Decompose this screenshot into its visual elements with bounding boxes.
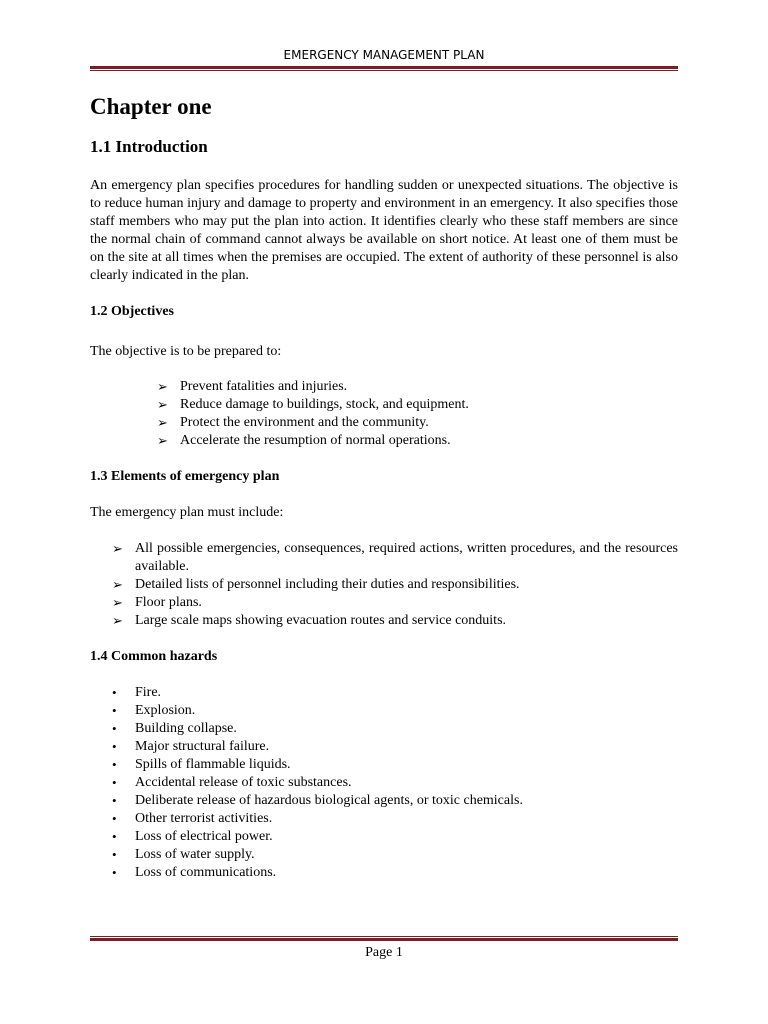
bullet-icon: • xyxy=(112,865,117,880)
list-item: • Deliberate release of hazardous biological agents, or toxic chemicals. xyxy=(112,793,523,808)
arrow-bullet-icon: ➢ xyxy=(157,379,168,394)
section-heading-objectives: 1.2 Objectives xyxy=(90,304,174,319)
list-item: ➢ Floor plans. xyxy=(112,595,202,610)
page-content xyxy=(90,92,678,882)
hazards-list xyxy=(90,684,678,882)
list-item: • Accidental release of toxic substances. xyxy=(112,775,352,790)
list-item: • Loss of electrical power. xyxy=(112,829,273,844)
bullet-icon: • xyxy=(112,703,117,718)
bullet-icon: • xyxy=(112,721,117,736)
list-item: ➢ All possible emergencies, consequences, required actions, written procedures, and the resources available. xyxy=(112,541,678,574)
elements-list xyxy=(90,540,678,630)
list-item: • Other terrorist activities. xyxy=(112,811,273,826)
list-item: • Fire. xyxy=(112,685,162,700)
list-item: ➢ Protect the environment and the community. xyxy=(157,415,429,430)
section-heading-introduction: 1.1 Introduction xyxy=(90,137,208,156)
footer-rule xyxy=(90,936,678,941)
chapter-title: Chapter one xyxy=(90,94,212,119)
arrow-bullet-icon: ➢ xyxy=(157,397,168,412)
bullet-icon: • xyxy=(112,757,117,772)
arrow-bullet-icon: ➢ xyxy=(112,541,123,556)
list-item: • Major structural failure. xyxy=(112,739,270,754)
list-item: • Loss of communications. xyxy=(112,865,277,880)
arrow-bullet-icon: ➢ xyxy=(112,577,123,592)
bullet-icon: • xyxy=(112,829,117,844)
bullet-icon: • xyxy=(112,685,117,700)
list-item: ➢ Detailed lists of personnel including their duties and responsibilities. xyxy=(112,577,520,592)
objectives-list xyxy=(90,378,678,450)
header-title: EMERGENCY MANAGEMENT PLAN xyxy=(283,48,485,62)
arrow-bullet-icon: ➢ xyxy=(112,595,123,610)
arrow-bullet-icon: ➢ xyxy=(112,613,123,628)
list-item: • Explosion. xyxy=(112,703,196,718)
section-heading-hazards: 1.4 Common hazards xyxy=(90,649,218,664)
list-item: • Spills of flammable liquids. xyxy=(112,757,291,772)
elements-lead: The emergency plan must include: xyxy=(90,505,284,520)
list-item: ➢ Reduce damage to buildings, stock, and equipment. xyxy=(157,397,469,412)
introduction-paragraph: An emergency plan specifies procedures for handling sudden or unexpected situations. The objective is to reduce human injury and damage to property and environment in an emergency. It also specifies those staff members who may put the plan into action. It identifies clearly who these staff members are since the normal chain of command cannot always be available on short notice. At least one of them must be on the site at all times when the premises are occupied. The extent of authority of these personnel is also clearly indicated in the plan. xyxy=(90,178,678,283)
bullet-icon: • xyxy=(112,793,117,808)
objectives-lead: The objective is to be prepared to: xyxy=(90,344,282,359)
arrow-bullet-icon: ➢ xyxy=(157,415,168,430)
page-number: Page 1 xyxy=(365,945,403,960)
list-item: • Building collapse. xyxy=(112,721,237,736)
header-rule xyxy=(90,66,678,71)
bullet-icon: • xyxy=(112,739,117,754)
bullet-icon: • xyxy=(112,775,117,790)
bullet-icon: • xyxy=(112,847,117,862)
list-item: ➢ Prevent fatalities and injuries. xyxy=(157,379,348,394)
bullet-icon: • xyxy=(112,811,117,826)
list-item: ➢ Large scale maps showing evacuation routes and service conduits. xyxy=(112,613,507,628)
list-item: ➢ Accelerate the resumption of normal operations. xyxy=(157,433,451,448)
arrow-bullet-icon: ➢ xyxy=(157,433,168,448)
list-item: • Loss of water supply. xyxy=(112,847,255,862)
section-heading-elements: 1.3 Elements of emergency plan xyxy=(90,469,280,484)
